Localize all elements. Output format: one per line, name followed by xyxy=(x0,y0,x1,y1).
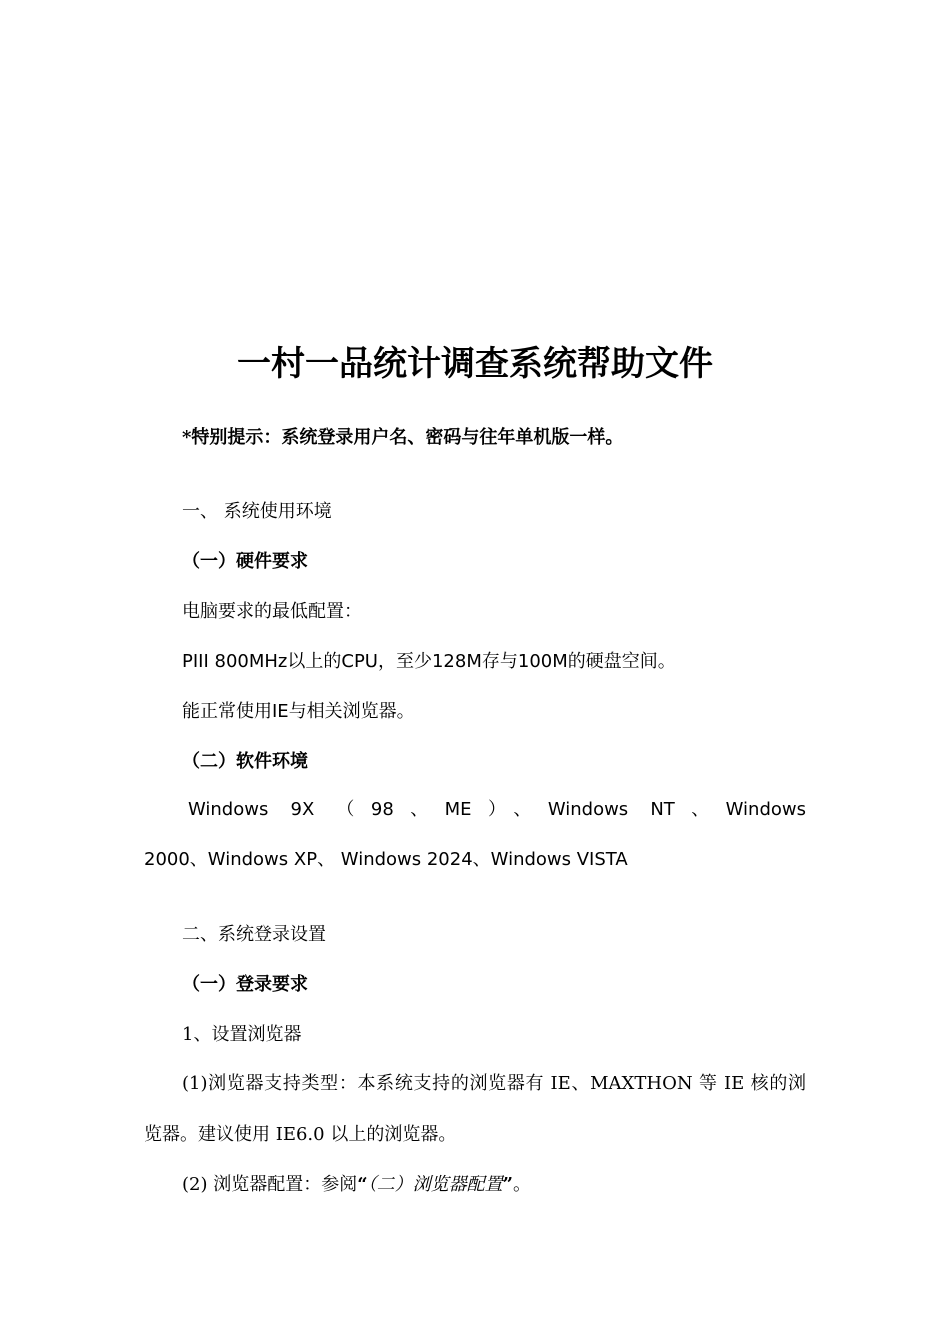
subheading-login-requirements: （一）登录要求 xyxy=(182,974,308,995)
spec-disk: 100M xyxy=(517,651,568,672)
config-link-text: （二）浏览器配置 xyxy=(367,1174,503,1195)
subheading-software: （二）软件环境 xyxy=(182,751,308,772)
spec-cpu: CPU xyxy=(341,651,378,672)
browser-config-reference xyxy=(182,1173,531,1197)
section-heading-login: 二、系统登录设置 xyxy=(182,924,326,945)
config-prefix: (2) 浏览器配置：参阅 xyxy=(182,1174,358,1195)
spec-text-a: 以上的 xyxy=(287,651,342,672)
special-notice: *特别提示：系统登录用户名、密码与往年单机版一样。 xyxy=(182,427,624,448)
browser-ie: IE xyxy=(272,701,289,722)
subheading-hardware: （一）硬件要求 xyxy=(182,551,308,572)
software-os-line2: 2000、Windows XP、 Windows 2024、Windows VISTA xyxy=(144,849,628,870)
spec-ram: 128M xyxy=(431,651,482,672)
hardware-intro: 电脑要求的最低配置： xyxy=(182,601,362,622)
section-heading-environment: 一、 系统使用环境 xyxy=(182,501,332,522)
browser-support-line2: 览器。建议使用 IE6.0 以上的浏览器。 xyxy=(144,1124,457,1145)
config-end: 。 xyxy=(512,1174,531,1195)
hardware-spec xyxy=(182,650,676,674)
browser-text-c: 与相关浏览器。 xyxy=(288,701,415,722)
quote-close: ” xyxy=(502,1174,513,1195)
browser-text-a: 能正常使用 xyxy=(182,701,272,722)
spec-text-c: ，至少 xyxy=(377,651,432,672)
spec-text-g: 的硬盘空间。 xyxy=(567,651,676,672)
browser-requirement xyxy=(182,700,415,724)
quote-open: “ xyxy=(357,1174,368,1195)
spec-cpu-model: PIII 800MHz xyxy=(182,651,288,672)
software-os-line1: Windows 9X （98、ME）、Windows NT、Windows xyxy=(188,799,806,820)
browser-support-line1: (1)浏览器支持类型：本系统支持的浏览器有 IE、MAXTHON 等 IE 核的浏 xyxy=(182,1073,806,1094)
step-set-browser: 1、设置浏览器 xyxy=(182,1024,302,1045)
spec-text-e: 存与 xyxy=(481,651,518,672)
page-title: 一村一品统计调查系统帮助文件 xyxy=(237,344,713,384)
